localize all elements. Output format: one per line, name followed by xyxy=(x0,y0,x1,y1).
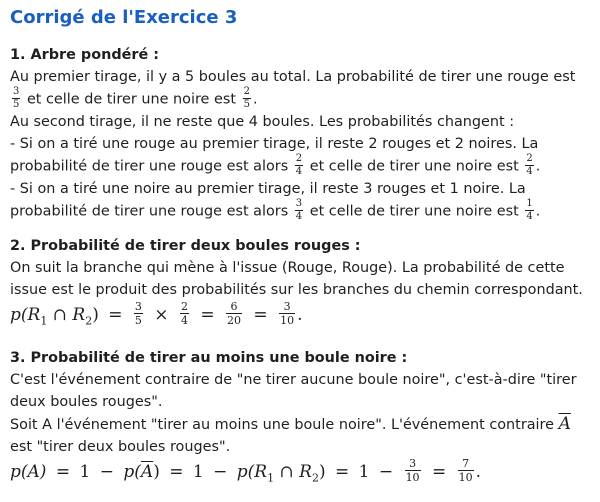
text: et celle de tirer une noire est xyxy=(309,203,519,220)
equation-rouge-rouge xyxy=(10,301,590,335)
fraction-2-4 xyxy=(525,154,533,177)
times-sign: × xyxy=(154,305,169,325)
text: - Si on a tiré une noire au premier tirage, il reste 3 rouges et 1 noire. La probabilité de tirer une rouge est alors xyxy=(10,181,526,220)
equals-sign: = xyxy=(108,305,123,325)
equals-sign: = xyxy=(55,462,71,483)
section-au-moins-une-noire xyxy=(10,347,590,492)
section-arbre-pondere xyxy=(10,44,590,223)
math-text: ) xyxy=(92,305,99,325)
math-text: ∩ R xyxy=(274,462,312,483)
paragraph-evenement-a xyxy=(10,413,590,458)
fraction-2-4 xyxy=(295,154,303,177)
numerator: 3 xyxy=(409,457,417,471)
a-bar: $\overline{A}$ xyxy=(140,462,154,483)
text: et celle de tirer une noire est xyxy=(26,91,236,108)
paragraph-second-tirage: Au second tirage, il ne reste que 4 boules. Les probabilités changent : xyxy=(10,114,515,130)
math-text: ∩ R xyxy=(47,305,86,325)
section-heading-1: 1. Arbre pondéré : xyxy=(10,47,160,63)
fraction-3-5 xyxy=(12,87,20,110)
numerator: 1 xyxy=(526,198,533,209)
paragraph-premier-tirage xyxy=(10,66,590,111)
denominator: 10 xyxy=(280,314,295,327)
denominator: 4 xyxy=(526,166,533,177)
fraction-3-5 xyxy=(134,301,143,326)
denominator: 4 xyxy=(180,314,188,327)
page-title: Corrigé de l'Exercice 3 xyxy=(10,7,238,28)
text: est "tirer deux boules rouges". xyxy=(10,439,231,456)
equals-sign: = xyxy=(253,305,268,325)
numerator: 3 xyxy=(134,300,142,313)
fraction-3-4 xyxy=(295,199,303,222)
math-text: p(A) xyxy=(10,462,47,483)
equals-sign: = xyxy=(431,462,447,483)
fraction-1-4 xyxy=(525,199,533,222)
fraction-6-20 xyxy=(226,301,242,326)
math-text: ) xyxy=(153,462,160,483)
math-text: 1 xyxy=(79,462,91,483)
math-text: p( xyxy=(123,462,141,483)
numerator: 6 xyxy=(230,300,238,313)
paragraph-cas-rouge xyxy=(10,133,590,178)
paragraph-cas-noire xyxy=(10,178,590,223)
denominator: 20 xyxy=(227,314,242,327)
math-text: p(R xyxy=(236,462,268,483)
section-heading-3: 3. Probabilité de tirer au moins une boule noire : xyxy=(10,350,408,367)
math-text: ) xyxy=(318,462,326,483)
denominator: 4 xyxy=(295,211,303,222)
text: et celle de tirer une noire est xyxy=(309,158,519,175)
math-text: 1 xyxy=(192,462,204,483)
numerator: 2 xyxy=(180,300,188,313)
period: . xyxy=(535,158,541,175)
text: - Si on a tiré une rouge au premier tirage, il reste 2 rouges et 2 noires. La probabilité de tirer une rouge est alors xyxy=(10,136,539,175)
equation-au-moins-une-noire xyxy=(10,458,590,492)
fraction-2-5 xyxy=(243,87,251,110)
period: . xyxy=(475,462,482,483)
minus-sign: − xyxy=(213,462,228,483)
a-bar: $\overline{A}$ xyxy=(558,414,571,435)
fraction-2-4 xyxy=(180,301,189,326)
numerator: 2 xyxy=(526,153,533,164)
numerator: 3 xyxy=(13,86,20,97)
subscript: 2 xyxy=(311,471,319,485)
numerator: 3 xyxy=(283,300,291,313)
denominator: 4 xyxy=(295,166,303,177)
denominator: 5 xyxy=(243,99,250,110)
denominator: 10 xyxy=(458,471,473,485)
period: . xyxy=(535,203,541,220)
numerator: 2 xyxy=(243,86,250,97)
math-text: 1 xyxy=(358,462,370,483)
fraction-3-10 xyxy=(405,458,421,483)
equals-sign: = xyxy=(335,462,350,483)
equals-sign: = xyxy=(169,462,184,483)
denominator: 5 xyxy=(134,314,142,327)
denominator: 5 xyxy=(13,99,20,110)
fraction-7-10 xyxy=(458,458,474,483)
equals-sign: = xyxy=(200,305,215,325)
period: . xyxy=(252,91,258,108)
numerator: 2 xyxy=(295,153,303,164)
section-deux-rouges xyxy=(10,235,590,335)
denominator: 10 xyxy=(405,471,420,485)
minus-sign: − xyxy=(99,462,114,483)
numerator: 7 xyxy=(462,457,470,471)
fraction-3-10 xyxy=(279,301,295,326)
paragraph-contraire: C'est l'événement contraire de "ne tirer aucune boule noire", c'est-à-dire "tirer deux boules rouges". xyxy=(10,372,577,411)
denominator: 4 xyxy=(526,211,533,222)
subscript: 1 xyxy=(40,314,48,328)
paragraph-branche: On suit la branche qui mène à l'issue (Rouge, Rouge). La probabilité de cette issue est le produit des probabilités sur les branches du chemin correspondant. xyxy=(10,260,583,298)
subscript: 1 xyxy=(267,471,275,485)
minus-sign: − xyxy=(378,462,394,483)
text: Au premier tirage, il y a 5 boules au total. La probabilité de tirer une rouge est xyxy=(10,69,576,85)
text: Soit A l'événement "tirer au moins une boule noire". L'événement contraire xyxy=(10,417,555,434)
section-heading-2: 2. Probabilité de tirer deux boules rouges : xyxy=(10,238,361,254)
math-text: p(R xyxy=(10,305,41,325)
subscript: 2 xyxy=(85,314,93,328)
period: . xyxy=(297,305,303,325)
numerator: 3 xyxy=(295,198,303,209)
